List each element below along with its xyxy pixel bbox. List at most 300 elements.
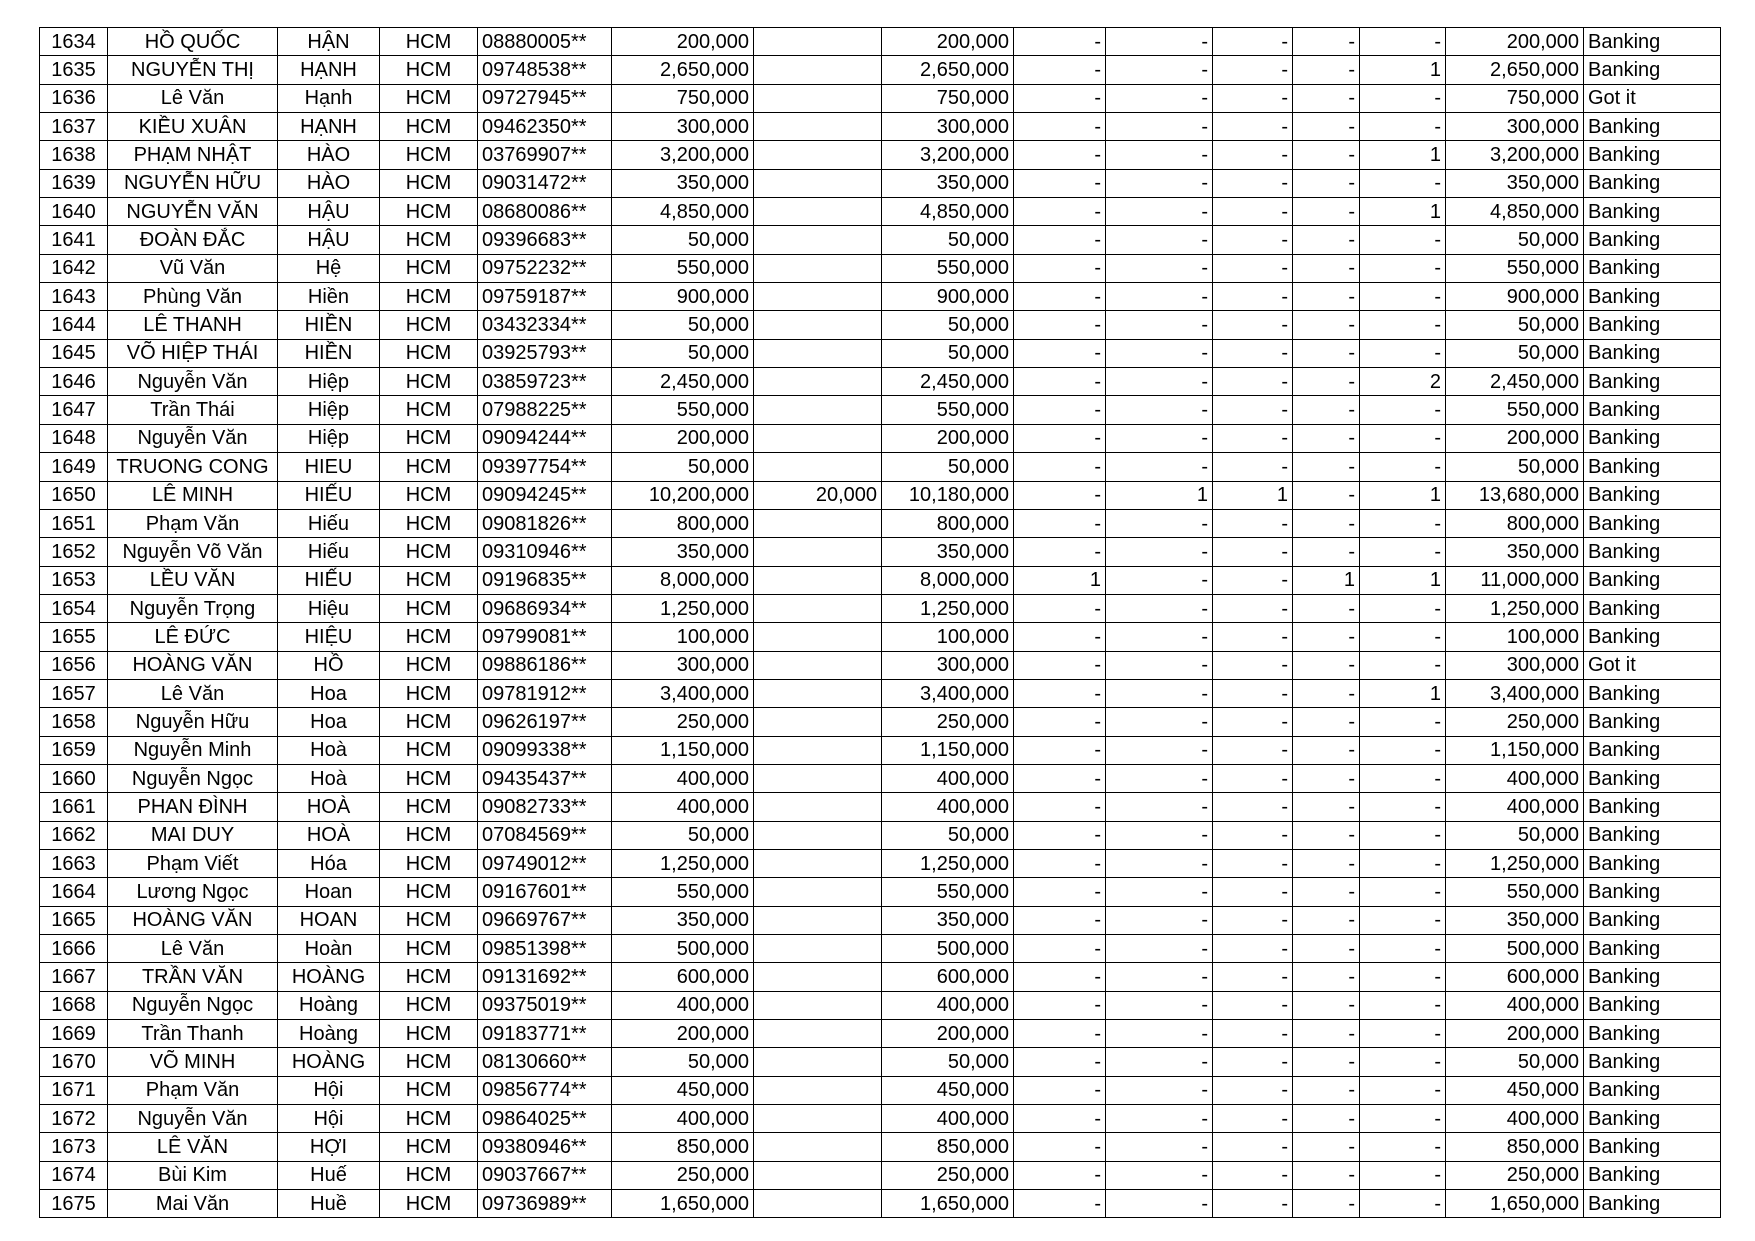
deduction-cell	[754, 396, 882, 424]
count-e-cell: -	[1360, 283, 1446, 311]
count-e-cell: -	[1360, 1161, 1446, 1189]
count-e-cell: -	[1360, 793, 1446, 821]
given-name-cell: Hóa	[278, 849, 380, 877]
table-row	[40, 1161, 1721, 1189]
surname-cell: NGUYỄN HỮU	[108, 169, 278, 197]
deduction-cell	[754, 368, 882, 396]
count-b-cell: -	[1106, 736, 1213, 764]
table-row	[40, 849, 1721, 877]
amount-cell: 2,450,000	[612, 368, 754, 396]
amount-cell: 350,000	[612, 906, 754, 934]
surname-cell: Phạm Viết	[108, 849, 278, 877]
given-name-cell: Hoàn	[278, 935, 380, 963]
amount-cell: 250,000	[612, 708, 754, 736]
count-d-cell: -	[1293, 509, 1360, 537]
surname-cell: LÊ THANH	[108, 311, 278, 339]
total-cell: 100,000	[1446, 623, 1584, 651]
count-e-cell: 2	[1360, 368, 1446, 396]
table-row	[40, 311, 1721, 339]
given-name-cell: Hiền	[278, 283, 380, 311]
amount-cell: 400,000	[612, 991, 754, 1019]
payment-method-cell: Banking	[1584, 906, 1721, 934]
row-number-cell: 1654	[40, 594, 108, 622]
amount-cell: 200,000	[612, 28, 754, 56]
given-name-cell: HÀO	[278, 141, 380, 169]
payment-method-cell: Banking	[1584, 708, 1721, 736]
count-e-cell: -	[1360, 424, 1446, 452]
count-b-cell: -	[1106, 198, 1213, 226]
city-cell: HCM	[380, 28, 478, 56]
city-cell: HCM	[380, 1105, 478, 1133]
row-number-cell: 1634	[40, 28, 108, 56]
phone-cell: 09736989**	[478, 1190, 612, 1218]
count-d-cell: -	[1293, 906, 1360, 934]
total-cell: 400,000	[1446, 764, 1584, 792]
amount-cell: 550,000	[612, 254, 754, 282]
payment-method-cell: Banking	[1584, 56, 1721, 84]
count-b-cell: -	[1106, 311, 1213, 339]
city-cell: HCM	[380, 1190, 478, 1218]
table-row	[40, 708, 1721, 736]
count-b-cell: -	[1106, 935, 1213, 963]
total-cell: 50,000	[1446, 453, 1584, 481]
city-cell: HCM	[380, 679, 478, 707]
deduction-cell	[754, 198, 882, 226]
count-e-cell: -	[1360, 113, 1446, 141]
city-cell: HCM	[380, 254, 478, 282]
amount-cell: 350,000	[612, 538, 754, 566]
city-cell: HCM	[380, 935, 478, 963]
row-number-cell: 1668	[40, 991, 108, 1019]
table-row	[40, 821, 1721, 849]
count-a-cell: -	[1014, 736, 1106, 764]
row-number-cell: 1640	[40, 198, 108, 226]
total-cell: 300,000	[1446, 651, 1584, 679]
city-cell: HCM	[380, 594, 478, 622]
total-cell: 11,000,000	[1446, 566, 1584, 594]
given-name-cell: HỢI	[278, 1133, 380, 1161]
row-number-cell: 1661	[40, 793, 108, 821]
deduction-cell	[754, 1105, 882, 1133]
deduction-cell	[754, 736, 882, 764]
phone-cell: 09669767**	[478, 906, 612, 934]
table-row	[40, 906, 1721, 934]
phone-cell: 09864025**	[478, 1105, 612, 1133]
count-a-cell: -	[1014, 623, 1106, 651]
net-amount-cell: 400,000	[882, 764, 1014, 792]
row-number-cell: 1667	[40, 963, 108, 991]
count-b-cell: -	[1106, 878, 1213, 906]
count-e-cell: -	[1360, 623, 1446, 651]
count-a-cell: -	[1014, 226, 1106, 254]
count-a-cell: -	[1014, 424, 1106, 452]
phone-cell: 09851398**	[478, 935, 612, 963]
count-d-cell: -	[1293, 821, 1360, 849]
phone-cell: 09759187**	[478, 283, 612, 311]
given-name-cell: HIEU	[278, 453, 380, 481]
total-cell: 500,000	[1446, 935, 1584, 963]
count-d-cell: -	[1293, 793, 1360, 821]
surname-cell: Nguyễn Trọng	[108, 594, 278, 622]
surname-cell: VÕ HIỆP THÁI	[108, 339, 278, 367]
count-b-cell: -	[1106, 226, 1213, 254]
count-c-cell: -	[1213, 708, 1293, 736]
city-cell: HCM	[380, 736, 478, 764]
count-a-cell: -	[1014, 906, 1106, 934]
surname-cell: Trần Thái	[108, 396, 278, 424]
amount-cell: 3,400,000	[612, 679, 754, 707]
count-d-cell: -	[1293, 1190, 1360, 1218]
net-amount-cell: 2,650,000	[882, 56, 1014, 84]
amount-cell: 350,000	[612, 169, 754, 197]
surname-cell: Phạm Văn	[108, 509, 278, 537]
deduction-cell: 20,000	[754, 481, 882, 509]
city-cell: HCM	[380, 424, 478, 452]
table-row	[40, 141, 1721, 169]
city-cell: HCM	[380, 849, 478, 877]
payment-method-cell: Banking	[1584, 28, 1721, 56]
amount-cell: 300,000	[612, 651, 754, 679]
surname-cell: Lê Văn	[108, 679, 278, 707]
given-name-cell: Hoà	[278, 736, 380, 764]
net-amount-cell: 3,400,000	[882, 679, 1014, 707]
table-row	[40, 1190, 1721, 1218]
phone-cell: 09462350**	[478, 113, 612, 141]
count-a-cell: -	[1014, 764, 1106, 792]
given-name-cell: Hiếu	[278, 538, 380, 566]
city-cell: HCM	[380, 509, 478, 537]
total-cell: 350,000	[1446, 538, 1584, 566]
phone-cell: 09196835**	[478, 566, 612, 594]
given-name-cell: Hệ	[278, 254, 380, 282]
surname-cell: PHAN ĐÌNH	[108, 793, 278, 821]
city-cell: HCM	[380, 396, 478, 424]
table-row	[40, 594, 1721, 622]
count-c-cell: -	[1213, 424, 1293, 452]
total-cell: 900,000	[1446, 283, 1584, 311]
payment-method-cell: Banking	[1584, 991, 1721, 1019]
payment-method-cell: Got it	[1584, 651, 1721, 679]
payment-method-cell: Banking	[1584, 424, 1721, 452]
table-row	[40, 963, 1721, 991]
count-d-cell: -	[1293, 368, 1360, 396]
phone-cell: 09626197**	[478, 708, 612, 736]
net-amount-cell: 550,000	[882, 396, 1014, 424]
table-row	[40, 623, 1721, 651]
count-d-cell: -	[1293, 849, 1360, 877]
total-cell: 400,000	[1446, 991, 1584, 1019]
amount-cell: 900,000	[612, 283, 754, 311]
given-name-cell: HẬU	[278, 226, 380, 254]
payment-method-cell: Banking	[1584, 963, 1721, 991]
amount-cell: 8,000,000	[612, 566, 754, 594]
payment-method-cell: Banking	[1584, 1161, 1721, 1189]
row-number-cell: 1642	[40, 254, 108, 282]
count-a-cell: -	[1014, 1161, 1106, 1189]
given-name-cell: Hạnh	[278, 84, 380, 112]
total-cell: 1,650,000	[1446, 1190, 1584, 1218]
amount-cell: 3,200,000	[612, 141, 754, 169]
surname-cell: MAI DUY	[108, 821, 278, 849]
amount-cell: 50,000	[612, 339, 754, 367]
count-e-cell: -	[1360, 736, 1446, 764]
count-d-cell: -	[1293, 1161, 1360, 1189]
deduction-cell	[754, 991, 882, 1019]
surname-cell: Lê Văn	[108, 84, 278, 112]
given-name-cell: Hội	[278, 1076, 380, 1104]
total-cell: 50,000	[1446, 311, 1584, 339]
payment-method-cell: Banking	[1584, 566, 1721, 594]
given-name-cell: Hoà	[278, 764, 380, 792]
count-d-cell: -	[1293, 623, 1360, 651]
total-cell: 50,000	[1446, 821, 1584, 849]
surname-cell: KIỀU XUÂN	[108, 113, 278, 141]
deduction-cell	[754, 283, 882, 311]
count-c-cell: -	[1213, 963, 1293, 991]
given-name-cell: HOÀ	[278, 793, 380, 821]
net-amount-cell: 200,000	[882, 28, 1014, 56]
table-row	[40, 113, 1721, 141]
count-c-cell: -	[1213, 764, 1293, 792]
total-cell: 850,000	[1446, 1133, 1584, 1161]
count-d-cell: -	[1293, 311, 1360, 339]
deduction-cell	[754, 141, 882, 169]
surname-cell: HOÀNG VĂN	[108, 651, 278, 679]
amount-cell: 250,000	[612, 1161, 754, 1189]
count-c-cell: -	[1213, 821, 1293, 849]
phone-cell: 08880005**	[478, 28, 612, 56]
surname-cell: Phạm Văn	[108, 1076, 278, 1104]
net-amount-cell: 350,000	[882, 169, 1014, 197]
surname-cell: LÊ ĐỨC	[108, 623, 278, 651]
count-b-cell: -	[1106, 1161, 1213, 1189]
surname-cell: HOÀNG VĂN	[108, 906, 278, 934]
count-c-cell: -	[1213, 935, 1293, 963]
count-e-cell: -	[1360, 1048, 1446, 1076]
net-amount-cell: 350,000	[882, 538, 1014, 566]
net-amount-cell: 100,000	[882, 623, 1014, 651]
table-row	[40, 424, 1721, 452]
given-name-cell: Hoàng	[278, 1020, 380, 1048]
surname-cell: Nguyễn Võ Văn	[108, 538, 278, 566]
count-c-cell: -	[1213, 198, 1293, 226]
count-a-cell: -	[1014, 339, 1106, 367]
payment-method-cell: Banking	[1584, 254, 1721, 282]
city-cell: HCM	[380, 821, 478, 849]
table-row	[40, 1048, 1721, 1076]
count-c-cell: -	[1213, 566, 1293, 594]
phone-cell: 09886186**	[478, 651, 612, 679]
payment-method-cell: Banking	[1584, 849, 1721, 877]
count-a-cell: -	[1014, 991, 1106, 1019]
city-cell: HCM	[380, 368, 478, 396]
phone-cell: 03769907**	[478, 141, 612, 169]
net-amount-cell: 200,000	[882, 424, 1014, 452]
amount-cell: 50,000	[612, 311, 754, 339]
total-cell: 750,000	[1446, 84, 1584, 112]
city-cell: HCM	[380, 1048, 478, 1076]
deduction-cell	[754, 906, 882, 934]
phone-cell: 09310946**	[478, 538, 612, 566]
count-e-cell: -	[1360, 1020, 1446, 1048]
count-c-cell: -	[1213, 226, 1293, 254]
amount-cell: 300,000	[612, 113, 754, 141]
count-d-cell: 1	[1293, 566, 1360, 594]
payment-method-cell: Banking	[1584, 1105, 1721, 1133]
row-number-cell: 1636	[40, 84, 108, 112]
total-cell: 200,000	[1446, 28, 1584, 56]
deduction-cell	[754, 56, 882, 84]
net-amount-cell: 50,000	[882, 1048, 1014, 1076]
amount-cell: 2,650,000	[612, 56, 754, 84]
given-name-cell: Hiệu	[278, 594, 380, 622]
net-amount-cell: 450,000	[882, 1076, 1014, 1104]
table-row	[40, 509, 1721, 537]
row-number-cell: 1662	[40, 821, 108, 849]
count-e-cell: -	[1360, 708, 1446, 736]
count-e-cell: -	[1360, 28, 1446, 56]
net-amount-cell: 400,000	[882, 793, 1014, 821]
count-b-cell: -	[1106, 991, 1213, 1019]
count-e-cell: -	[1360, 821, 1446, 849]
city-cell: HCM	[380, 339, 478, 367]
deduction-cell	[754, 113, 882, 141]
amount-cell: 800,000	[612, 509, 754, 537]
surname-cell: Nguyễn Minh	[108, 736, 278, 764]
surname-cell: Nguyễn Ngọc	[108, 991, 278, 1019]
count-c-cell: -	[1213, 538, 1293, 566]
table-row	[40, 679, 1721, 707]
count-a-cell: -	[1014, 1133, 1106, 1161]
surname-cell: NGUYỄN THỊ	[108, 56, 278, 84]
count-e-cell: -	[1360, 991, 1446, 1019]
count-c-cell: -	[1213, 368, 1293, 396]
table-row	[40, 283, 1721, 311]
count-c-cell: -	[1213, 849, 1293, 877]
row-number-cell: 1653	[40, 566, 108, 594]
payment-method-cell: Banking	[1584, 396, 1721, 424]
row-number-cell: 1665	[40, 906, 108, 934]
row-number-cell: 1647	[40, 396, 108, 424]
city-cell: HCM	[380, 566, 478, 594]
table-row	[40, 1020, 1721, 1048]
surname-cell: NGUYỄN VĂN	[108, 198, 278, 226]
count-c-cell: -	[1213, 84, 1293, 112]
net-amount-cell: 550,000	[882, 878, 1014, 906]
net-amount-cell: 800,000	[882, 509, 1014, 537]
payment-method-cell: Banking	[1584, 623, 1721, 651]
count-d-cell: -	[1293, 1133, 1360, 1161]
count-a-cell: -	[1014, 28, 1106, 56]
row-number-cell: 1637	[40, 113, 108, 141]
total-cell: 400,000	[1446, 1105, 1584, 1133]
count-a-cell: -	[1014, 538, 1106, 566]
total-cell: 550,000	[1446, 396, 1584, 424]
payment-method-cell: Banking	[1584, 198, 1721, 226]
amount-cell: 10,200,000	[612, 481, 754, 509]
given-name-cell: HOÀ	[278, 821, 380, 849]
phone-cell: 09099338**	[478, 736, 612, 764]
count-a-cell: -	[1014, 821, 1106, 849]
count-c-cell: -	[1213, 339, 1293, 367]
count-e-cell: -	[1360, 226, 1446, 254]
surname-cell: LÊ VĂN	[108, 1133, 278, 1161]
table-row	[40, 226, 1721, 254]
given-name-cell: HẠNH	[278, 56, 380, 84]
given-name-cell: HIẾU	[278, 481, 380, 509]
count-b-cell: -	[1106, 566, 1213, 594]
city-cell: HCM	[380, 963, 478, 991]
total-cell: 800,000	[1446, 509, 1584, 537]
count-c-cell: -	[1213, 1105, 1293, 1133]
city-cell: HCM	[380, 906, 478, 934]
count-b-cell: 1	[1106, 481, 1213, 509]
table-row	[40, 368, 1721, 396]
payment-method-cell: Banking	[1584, 1048, 1721, 1076]
city-cell: HCM	[380, 226, 478, 254]
count-a-cell: -	[1014, 1048, 1106, 1076]
count-b-cell: -	[1106, 1076, 1213, 1104]
payment-method-cell: Banking	[1584, 1133, 1721, 1161]
count-e-cell: -	[1360, 594, 1446, 622]
city-cell: HCM	[380, 651, 478, 679]
payment-method-cell: Banking	[1584, 1190, 1721, 1218]
count-e-cell: 1	[1360, 141, 1446, 169]
net-amount-cell: 850,000	[882, 1133, 1014, 1161]
deduction-cell	[754, 84, 882, 112]
count-c-cell: -	[1213, 113, 1293, 141]
count-b-cell: -	[1106, 594, 1213, 622]
row-number-cell: 1659	[40, 736, 108, 764]
count-e-cell: -	[1360, 963, 1446, 991]
row-number-cell: 1649	[40, 453, 108, 481]
count-d-cell: -	[1293, 708, 1360, 736]
total-cell: 300,000	[1446, 113, 1584, 141]
count-e-cell: 1	[1360, 566, 1446, 594]
count-d-cell: -	[1293, 141, 1360, 169]
total-cell: 250,000	[1446, 1161, 1584, 1189]
amount-cell: 400,000	[612, 1105, 754, 1133]
city-cell: HCM	[380, 141, 478, 169]
payment-method-cell: Banking	[1584, 1076, 1721, 1104]
count-a-cell: -	[1014, 56, 1106, 84]
payment-method-cell: Banking	[1584, 226, 1721, 254]
count-d-cell: -	[1293, 991, 1360, 1019]
count-b-cell: -	[1106, 1190, 1213, 1218]
table-row	[40, 339, 1721, 367]
surname-cell: LÊ MINH	[108, 481, 278, 509]
total-cell: 350,000	[1446, 169, 1584, 197]
given-name-cell: HOÀNG	[278, 1048, 380, 1076]
payment-method-cell: Got it	[1584, 84, 1721, 112]
count-a-cell: -	[1014, 481, 1106, 509]
city-cell: HCM	[380, 1133, 478, 1161]
count-d-cell: -	[1293, 651, 1360, 679]
count-a-cell: -	[1014, 169, 1106, 197]
count-a-cell: -	[1014, 935, 1106, 963]
net-amount-cell: 1,250,000	[882, 849, 1014, 877]
row-number-cell: 1660	[40, 764, 108, 792]
row-number-cell: 1652	[40, 538, 108, 566]
amount-cell: 600,000	[612, 963, 754, 991]
count-a-cell: -	[1014, 396, 1106, 424]
count-d-cell: -	[1293, 963, 1360, 991]
count-c-cell: -	[1213, 651, 1293, 679]
total-cell: 250,000	[1446, 708, 1584, 736]
total-cell: 3,200,000	[1446, 141, 1584, 169]
deduction-cell	[754, 821, 882, 849]
city-cell: HCM	[380, 481, 478, 509]
